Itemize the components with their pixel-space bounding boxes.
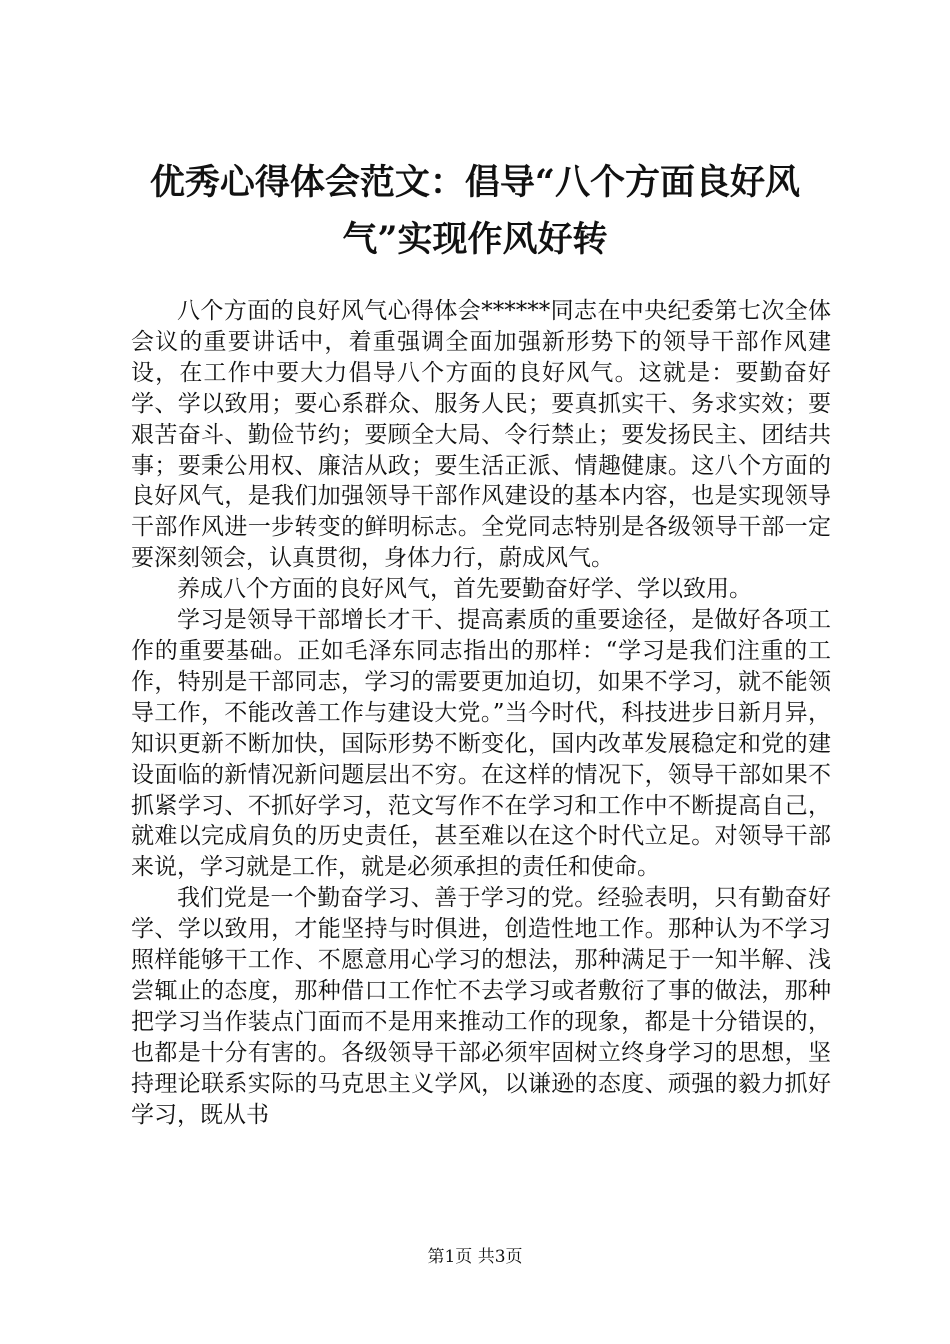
document-title-line-1: 优秀心得体会范文：倡导“八个方面良好风 — [149, 162, 801, 203]
document-body — [131, 296, 831, 1130]
paragraph: 我们党是一个勤奋学习、善于学习的党。经验表明，只有勤奋好学、学以致用，才能坚持与时俱进，创造性地工作。那种认为不学习照样能够干工作、不愿意用心学习的想法，那种满足于一知半解、浅尝辄止的态度，那种借口工作忙不去学习或者敷衍了事的做法，那种把学习当作装点门面而不是用来推动工作的现象，都是十分错误的，也都是十分有害的。各级领导干部必须牢固树立终身学习的思想，坚持理论联系实际的马克思主义学风，以谦逊的态度、顽强的毅力抓好学习，既从书 — [131, 885, 831, 1128]
paragraph: 学习是领导干部增长才干、提高素质的重要途径，是做好各项工作的重要基础。正如毛泽东同志指出的那样：“学习是我们注重的工作，特别是干部同志，学习的需要更加迫切，如果不学习，就不能领导工作，不能改善工作与建设大党。”当今时代，科技进步日新月异，知识更新不断加快，国际形势不断变化，国内改革发展稳定和党的建设面临的新情况新问题层出不穷。在这样的情况下，领导干部如果不抓紧学习、不抓好学习，范文写作不在学习和工作中不断提高自己，就难以完成肩负的历史责任，甚至难以在这个时代立足。对领导干部来说，学习就是工作，就是必须承担的责任和使命。 — [131, 607, 831, 881]
page-footer: 第1页 共3页 — [427, 1247, 523, 1267]
paragraph: 八个方面的良好风气心得体会******同志在中央纪委第七次全体会议的重要讲话中，着重强调全面加强新形势下的领导干部作风建设，在工作中要大力倡导八个方面的良好风气。这就是：要勤奋好学、学以致用；要心系群众、服务人民；要真抓实干、务求实效；要艰苦奋斗、勤俭节约；要顾全大局、令行禁止；要发扬民主、团结共事；要秉公用权、廉洁从政；要生活正派、情趣健康。这八个方面的良好风气，是我们加强领导干部作风建设的基本内容，也是实现领导干部作风进一步转变的鲜明标志。全党同志特别是各级领导干部一定要深刻领会，认真贯彻，身体力行，蔚成风气。 — [131, 298, 831, 572]
document-title-line-2: 气”实现作风好转 — [342, 219, 608, 260]
paragraph: 养成八个方面的良好风气，首先要勤奋好学、学以致用。 — [177, 576, 752, 603]
